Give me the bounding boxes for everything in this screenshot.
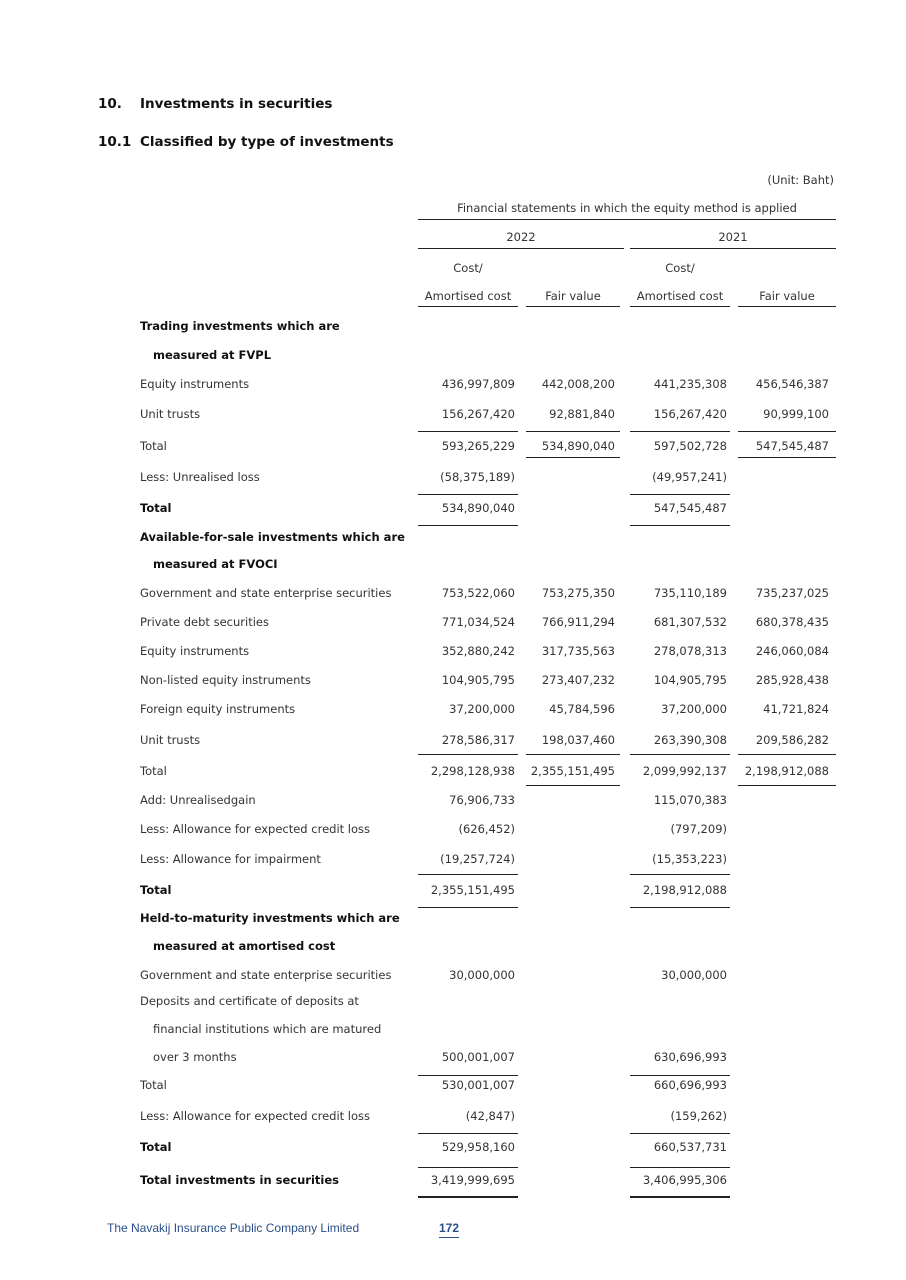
cell-value: 30,000,000: [661, 968, 727, 982]
underline-rule: [738, 457, 836, 458]
cell-value: 441,235,308: [653, 377, 727, 391]
underline-rule: [630, 907, 730, 908]
underline-rule: [630, 494, 730, 495]
underline-rule: [630, 431, 730, 432]
underline-rule: [418, 754, 518, 755]
underline-rule: [418, 1075, 518, 1076]
cell-value: 92,881,840: [549, 407, 615, 421]
cell-value: 30,000,000: [449, 968, 515, 982]
cell-value: 771,034,524: [441, 615, 515, 629]
row-label: Available-for-sale investments which are: [140, 530, 405, 544]
row-label: over 3 months: [153, 1050, 237, 1064]
underline-rule: [418, 431, 518, 432]
row-label: Total: [140, 883, 172, 897]
row-label: Equity instruments: [140, 644, 250, 658]
row-label: Held-to-maturity investments which are: [140, 911, 400, 925]
cell-value: 436,997,809: [441, 377, 515, 391]
underline-rule: [738, 754, 836, 755]
cell-value: 547,545,487: [653, 501, 727, 515]
cell-value: (15,353,223): [652, 852, 727, 866]
cell-value: 534,890,040: [441, 501, 515, 515]
cell-value: 209,586,282: [755, 733, 829, 747]
subsection-number: 10.1: [98, 134, 132, 150]
row-label: Foreign equity instruments: [140, 702, 296, 716]
cell-value: (19,257,724): [440, 852, 515, 866]
underline-rule: [630, 1075, 730, 1076]
cell-value: 2,355,151,495: [530, 764, 615, 778]
row-label: Private debt securities: [140, 615, 269, 629]
row-label: Less: Allowance for expected credit loss: [140, 822, 371, 836]
cell-value: 660,537,731: [653, 1140, 727, 1154]
page-number: 172: [439, 1221, 460, 1235]
cell-value: 156,267,420: [441, 407, 515, 421]
row-label: Add: Unrealisedgain: [140, 793, 256, 807]
row-label: Total: [140, 1140, 172, 1154]
underline-rule: [526, 785, 620, 786]
cell-value: (797,209): [670, 822, 727, 836]
cell-value: (159,262): [670, 1109, 727, 1123]
row-label: Unit trusts: [140, 733, 201, 747]
row-label: measured at FVPL: [153, 348, 272, 362]
row-label: Less: Allowance for expected credit loss: [140, 1109, 371, 1123]
cell-value: 753,522,060: [441, 586, 515, 600]
underline-rule: [418, 907, 518, 908]
underline-rule: [630, 525, 730, 526]
underline-rule: [738, 431, 836, 432]
cell-value: 630,696,993: [653, 1050, 727, 1064]
cell-value: (626,452): [458, 822, 515, 836]
cell-value: 442,008,200: [541, 377, 615, 391]
cell-value: 104,905,795: [441, 673, 515, 687]
col3-header-rule: [630, 306, 730, 307]
cell-value: 2,355,151,495: [430, 883, 515, 897]
col1-header-line1: Cost/: [453, 261, 483, 275]
cell-value: 2,099,992,137: [642, 764, 727, 778]
cell-value: 45,784,596: [549, 702, 615, 716]
cell-value: 278,586,317: [441, 733, 515, 747]
cell-value: 37,200,000: [449, 702, 515, 716]
underline-rule: [630, 1196, 730, 1198]
row-label: measured at FVOCI: [153, 557, 278, 571]
cell-value: 680,378,435: [755, 615, 829, 629]
row-label: Total: [140, 764, 167, 778]
underline-rule: [526, 431, 620, 432]
cell-value: 156,267,420: [653, 407, 727, 421]
cell-value: 681,307,532: [653, 615, 727, 629]
underline-rule: [418, 494, 518, 495]
row-label: Equity instruments: [140, 377, 250, 391]
row-label: Deposits and certificate of deposits at: [140, 994, 359, 1008]
underline-rule: [526, 754, 620, 755]
underline-rule: [418, 1196, 518, 1198]
cell-value: 246,060,084: [755, 644, 829, 658]
overline-rule: [630, 1167, 730, 1168]
statement-group-header: Financial statements in which the equity method is applied: [457, 201, 797, 215]
cell-value: 597,502,728: [653, 439, 727, 453]
underline-rule: [630, 1133, 730, 1134]
cell-value: 285,928,438: [755, 673, 829, 687]
cell-value: (49,957,241): [652, 470, 727, 484]
unit-label: (Unit: Baht): [767, 173, 834, 187]
row-label: Total: [140, 1078, 167, 1092]
row-label: Government and state enterprise securities: [140, 586, 392, 600]
underline-rule: [418, 525, 518, 526]
row-label: Total: [140, 439, 167, 453]
underline-rule: [418, 1133, 518, 1134]
section-number: 10.: [98, 96, 122, 112]
col2-header: Fair value: [545, 289, 601, 303]
cell-value: 2,298,128,938: [430, 764, 515, 778]
col4-header: Fair value: [759, 289, 815, 303]
cell-value: (58,375,189): [440, 470, 515, 484]
year-2021-header: 2021: [718, 230, 748, 244]
row-label: Trading investments which are: [140, 319, 340, 333]
cell-value: 534,890,040: [541, 439, 615, 453]
cell-value: 735,237,025: [755, 586, 829, 600]
underline-rule: [738, 785, 836, 786]
cell-value: 198,037,460: [541, 733, 615, 747]
cell-value: (42,847): [465, 1109, 515, 1123]
cell-value: 273,407,232: [541, 673, 615, 687]
cell-value: 2,198,912,088: [642, 883, 727, 897]
section-title: Investments in securities: [140, 96, 333, 112]
cell-value: 37,200,000: [661, 702, 727, 716]
cell-value: 3,419,999,695: [430, 1173, 515, 1187]
cell-value: 547,545,487: [755, 439, 829, 453]
cell-value: 76,906,733: [449, 793, 515, 807]
row-label: financial institutions which are matured: [153, 1022, 382, 1036]
cell-value: 500,001,007: [441, 1050, 515, 1064]
cell-value: 317,735,563: [541, 644, 615, 658]
cell-value: 263,390,308: [653, 733, 727, 747]
cell-value: 278,078,313: [653, 644, 727, 658]
col1-header-line2: Amortised cost: [424, 289, 512, 303]
underline-rule: [630, 754, 730, 755]
cell-value: 529,958,160: [441, 1140, 515, 1154]
cell-value: 352,880,242: [441, 644, 515, 658]
year-2022-rule: [418, 248, 624, 249]
subsection-title: Classified by type of investments: [140, 134, 394, 150]
row-label: Total investments in securities: [140, 1173, 339, 1187]
underline-rule: [526, 457, 620, 458]
footer-company-name: The Navakij Insurance Public Company Limited: [107, 1221, 360, 1235]
header-rule: [418, 219, 836, 220]
cell-value: 766,911,294: [541, 615, 615, 629]
underline-rule: [630, 874, 730, 875]
col4-header-rule: [738, 306, 836, 307]
cell-value: 735,110,189: [653, 586, 727, 600]
cell-value: 753,275,350: [541, 586, 615, 600]
col1-header-rule: [418, 306, 518, 307]
year-2022-header: 2022: [506, 230, 536, 244]
page-number-underline: [439, 1237, 459, 1238]
cell-value: 90,999,100: [763, 407, 829, 421]
cell-value: 660,696,993: [653, 1078, 727, 1092]
cell-value: 3,406,995,306: [642, 1173, 727, 1187]
underline-rule: [418, 874, 518, 875]
col3-header-line2: Amortised cost: [636, 289, 724, 303]
row-label: Government and state enterprise securities: [140, 968, 392, 982]
cell-value: 593,265,229: [441, 439, 515, 453]
overline-rule: [418, 1167, 518, 1168]
cell-value: 115,070,383: [653, 793, 727, 807]
row-label: measured at amortised cost: [153, 939, 336, 953]
cell-value: 104,905,795: [653, 673, 727, 687]
row-label: Unit trusts: [140, 407, 201, 421]
year-2021-rule: [630, 248, 836, 249]
row-label: Less: Allowance for impairment: [140, 852, 321, 866]
cell-value: 2,198,912,088: [744, 764, 829, 778]
col2-header-rule: [526, 306, 620, 307]
row-label: Non-listed equity instruments: [140, 673, 311, 687]
col3-header-line1: Cost/: [665, 261, 695, 275]
row-label: Less: Unrealised loss: [140, 470, 260, 484]
row-label: Total: [140, 501, 172, 515]
cell-value: 41,721,824: [763, 702, 829, 716]
cell-value: 456,546,387: [755, 377, 829, 391]
cell-value: 530,001,007: [441, 1078, 515, 1092]
